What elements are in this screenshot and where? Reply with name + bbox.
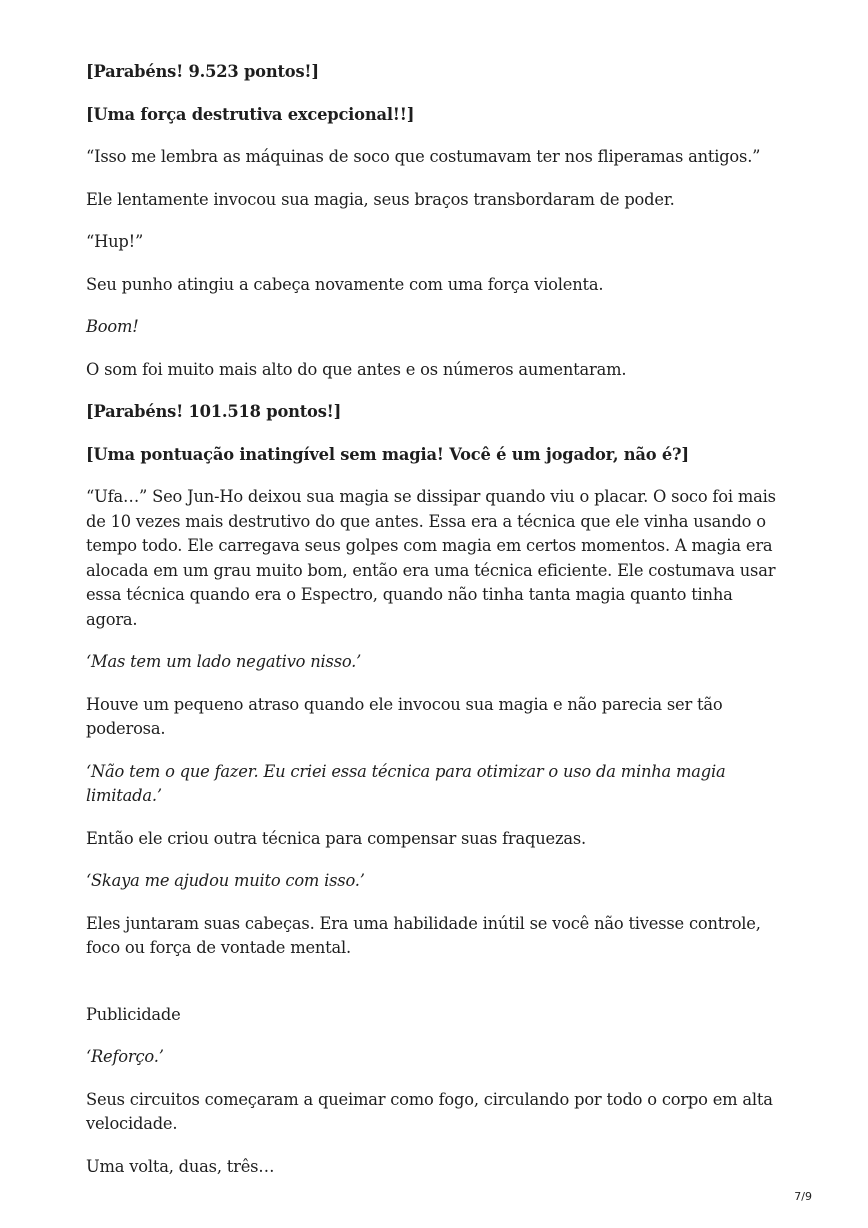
- paragraph: Então ele criou outra técnica para compensar suas fraquezas.: [86, 828, 586, 848]
- paragraph: “Ufa…” Seo Jun-Ho deixou sua magia se dissipar quando viu o placar. O soco foi mais de 10 vezes mais destrutivo do que antes. Essa era a técnica que ele vinha usando o tempo todo. Ele carregava seus golpes com magia em certos momentos. A magia era alocada em um grau muito bom, então era uma técnica eficiente. Ele costumava usar essa técnica quando era o Espectro, quando não tinha tanta magia quanto tinha agora.: [86, 487, 776, 629]
- paragraph: Seu punho atingiu a cabeça novamente com uma força violenta.: [86, 274, 604, 294]
- paragraph: ‘Mas tem um lado negativo nisso.’: [86, 652, 362, 671]
- paragraph: [Uma pontuação inatingível sem magia! Você é um jogador, não é?]: [86, 444, 689, 464]
- document-page: [86, 60, 786, 1197]
- paragraph: [Parabéns! 9.523 pontos!]: [86, 62, 319, 81]
- paragraph: Seus circuitos começaram a queimar como fogo, circulando por todo o corpo em alta velocidade.: [86, 1089, 773, 1133]
- paragraph: Boom!: [86, 317, 139, 336]
- paragraph: “Isso me lembra as máquinas de soco que costumavam ter nos fliperamas antigos.”: [86, 147, 761, 166]
- paragraph: [Uma força destrutiva excepcional!!]: [86, 104, 415, 124]
- chapter-text-section-continued: [86, 1045, 786, 1179]
- paragraph: Eles juntaram suas cabeças. Era uma habilidade inútil se você não tivesse controle, foco ou força de vontade mental.: [86, 913, 761, 957]
- page-number: 7/9: [794, 1190, 812, 1203]
- paragraph: ‘Skaya me ajudou muito com isso.’: [86, 871, 365, 890]
- ad-spacer: [86, 979, 786, 1003]
- paragraph: ‘Não tem o que fazer. Eu criei essa técnica para otimizar o uso da minha magia limitada.’: [86, 761, 726, 805]
- paragraph: Uma volta, duas, três…: [86, 1156, 275, 1176]
- advertisement-label: Publicidade: [86, 1004, 181, 1024]
- paragraph: [Parabéns! 101.518 pontos!]: [86, 402, 342, 421]
- paragraph: Ele lentamente invocou sua magia, seus braços transbordaram de poder.: [86, 189, 675, 209]
- paragraph: “Hup!”: [86, 232, 144, 251]
- paragraph: ‘Reforço.’: [86, 1047, 164, 1066]
- chapter-text-section: [86, 60, 786, 961]
- paragraph: Houve um pequeno atraso quando ele invocou sua magia e não parecia ser tão poderosa.: [86, 694, 723, 738]
- paragraph: O som foi muito mais alto do que antes e os números aumentaram.: [86, 359, 627, 379]
